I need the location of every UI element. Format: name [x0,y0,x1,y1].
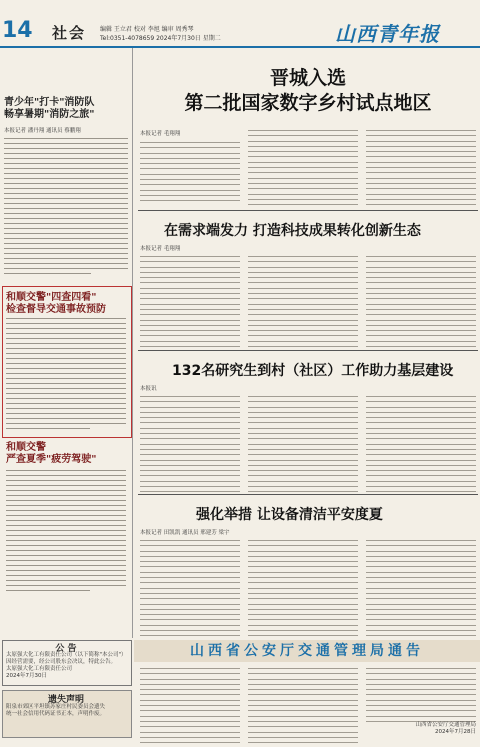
section-title: 社会 [52,24,87,42]
left-story2-title: 和顺交警"四查四看" 检查督导交通事故预防 [6,292,106,315]
ad-col1 [140,668,240,747]
ad-signature: 山西省公安厅交通管理局 2024年7月28日 [415,722,476,735]
editor-line: 编辑 王立君 校对 李旭 编审 周秀琴 [100,26,194,33]
story3-col2 [248,396,358,497]
left-story2-body [6,318,126,433]
column-separator [132,48,133,638]
subheadline-3: 强化举措 让设备清洁平安度夏 [196,507,383,523]
headline-story-col2 [248,130,358,209]
left-story1-byline: 本报记者 潘丹翔 通讯员 蔡鹏翔 [4,128,81,134]
loss-notice-text: 阳泉市郊区平坦镇苏家庄村民委员会遗失 统一社会信用代码证书正本，声明作废。 [6,704,106,717]
headline-story-col3 [366,130,476,209]
divider-2 [138,350,478,351]
notice-title: 公 告 [55,644,77,654]
notice-text: 太原强大化工有限责任公司（以下简称"本公司"）因经营需要，经公司股东会决议，特此公告。 太原强大化工有限责任公司 2024年7月30日 [6,652,124,679]
story2-col1 [140,256,240,351]
left-story3-title: 和顺交警 严查夏季"疲劳驾驶" [6,442,97,465]
left-story3-body [6,470,126,595]
headline-story-col1 [140,142,240,206]
subheadline-2: 132名研究生到村（社区）工作助力基层建设 [172,363,454,379]
date-line: Tel:0351-4078659 2024年7月30日 星期二 [100,35,221,42]
ad-col3 [366,668,476,726]
subheadline-1: 在需求端发力 打造科技成果转化创新生态 [164,223,421,239]
byline-3: 本报讯 [140,386,157,392]
page-number: 14 [2,18,33,43]
ad-col2 [248,668,358,747]
story2-col3 [366,256,476,351]
ad-title: 山西省公安厅交通管理局通告 [134,640,480,662]
left-story1-title: 青少年"打卡"消防队 畅享暑期"消防之旅" [4,97,95,120]
story4-col3 [366,540,476,651]
story4-col1 [140,540,240,651]
loss-notice-title: 遗失声明 [47,695,84,705]
story3-col1 [140,396,240,497]
byline-2: 本报记者 毛翔翔 [140,246,181,252]
story4-col2 [248,540,358,651]
story3-col3 [366,396,476,497]
main-byline: 本报记者 毛翔翔 [140,131,181,137]
divider-1 [138,210,478,211]
masthead: 山西青年报 [335,22,440,46]
main-headline: 晋城入选 第二批国家数字乡村试点地区 [184,67,432,114]
story2-col2 [248,256,358,351]
byline-4: 本报记者 田凯凯 通讯员 邢建芳 梁宇 [140,530,230,536]
left-story1-body [4,138,128,278]
divider-3 [138,494,478,495]
header-rule [0,46,480,48]
